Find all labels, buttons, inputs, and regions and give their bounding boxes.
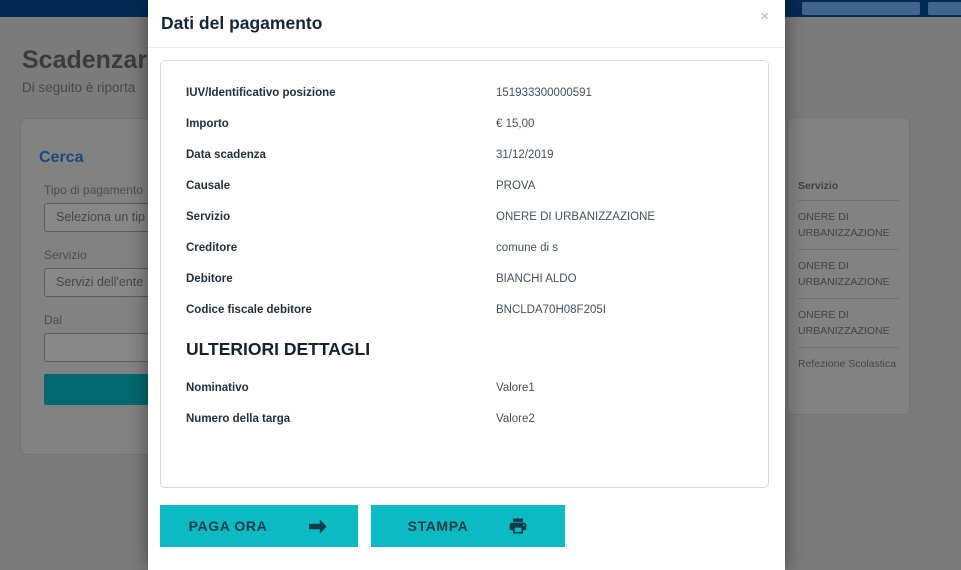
- detail-value: € 15,00: [496, 117, 535, 130]
- detail-label: Creditore: [186, 241, 238, 254]
- detail-row: [161, 108, 768, 139]
- detail-row: [161, 232, 768, 263]
- detail-value: 151933300000591: [496, 86, 592, 99]
- detail-label: Codice fiscale debitore: [186, 303, 312, 316]
- arrow-right-icon: [307, 517, 329, 536]
- extra-details-section-title: ULTERIORI DETTAGLI: [186, 339, 371, 359]
- detail-label: Data scadenza: [186, 148, 266, 161]
- modal-header: [148, 0, 785, 48]
- search-panel-title: Cerca: [39, 149, 84, 166]
- results-column-header: Servizio: [798, 176, 899, 201]
- extra-details: [161, 372, 768, 434]
- payment-details-modal: [148, 0, 785, 570]
- detail-value: comune di s: [496, 241, 559, 254]
- modal-actions: [160, 505, 565, 547]
- detail-value: BNCLDA70H08F205I: [496, 303, 606, 316]
- detail-label: IUV/Identificativo posizione: [186, 86, 336, 99]
- table-row[interactable]: ONERE DI URBANIZZAZIONE: [798, 201, 899, 250]
- close-icon[interactable]: ×: [760, 8, 769, 25]
- print-button[interactable]: [371, 505, 565, 547]
- payment-details-card: [160, 60, 769, 488]
- detail-row: [161, 372, 768, 403]
- detail-label: Servizio: [186, 210, 231, 223]
- detail-label: Nominativo: [186, 381, 249, 394]
- detail-row: [161, 170, 768, 201]
- pay-now-button[interactable]: [160, 505, 358, 547]
- detail-value: PROVA: [496, 179, 536, 192]
- page-title: Scadenzar: [22, 46, 148, 74]
- detail-value: Valore1: [496, 381, 535, 394]
- detail-label: Causale: [186, 179, 231, 192]
- detail-value: 31/12/2019: [496, 148, 554, 161]
- detail-label: Importo: [186, 117, 229, 130]
- detail-row: [161, 294, 768, 325]
- payment-type-select[interactable]: Seleziona un tip: [44, 203, 274, 232]
- detail-row: [161, 139, 768, 170]
- detail-value: BIANCHI ALDO: [496, 272, 577, 285]
- payment-type-label: Tipo di pagamento: [44, 183, 143, 197]
- service-label: Servizio: [44, 248, 87, 262]
- detail-row: [161, 403, 768, 434]
- print-label: STAMPA: [407, 518, 469, 534]
- detail-value: ONERE DI URBANIZZAZIONE: [496, 210, 656, 223]
- detail-row: [161, 201, 768, 232]
- detail-value: Valore2: [496, 412, 535, 425]
- printer-icon: [508, 516, 528, 536]
- detail-row: [161, 77, 768, 108]
- modal-title: Dati del pagamento: [161, 13, 323, 33]
- table-row[interactable]: ONERE DI URBANIZZAZIONE: [798, 250, 899, 299]
- pay-now-label: PAGA ORA: [188, 518, 268, 534]
- date-from-label: Dal: [44, 313, 63, 327]
- page-subtitle: Di seguito è riporta: [22, 80, 136, 95]
- detail-label: Numero della targa: [186, 412, 291, 425]
- table-row[interactable]: Refezione Scolastica: [798, 358, 897, 370]
- detail-row: [161, 263, 768, 294]
- service-select[interactable]: Servizi dell'ente: [44, 268, 274, 297]
- table-row[interactable]: ONERE DI URBANIZZAZIONE: [798, 299, 899, 348]
- detail-label: Debitore: [186, 272, 233, 285]
